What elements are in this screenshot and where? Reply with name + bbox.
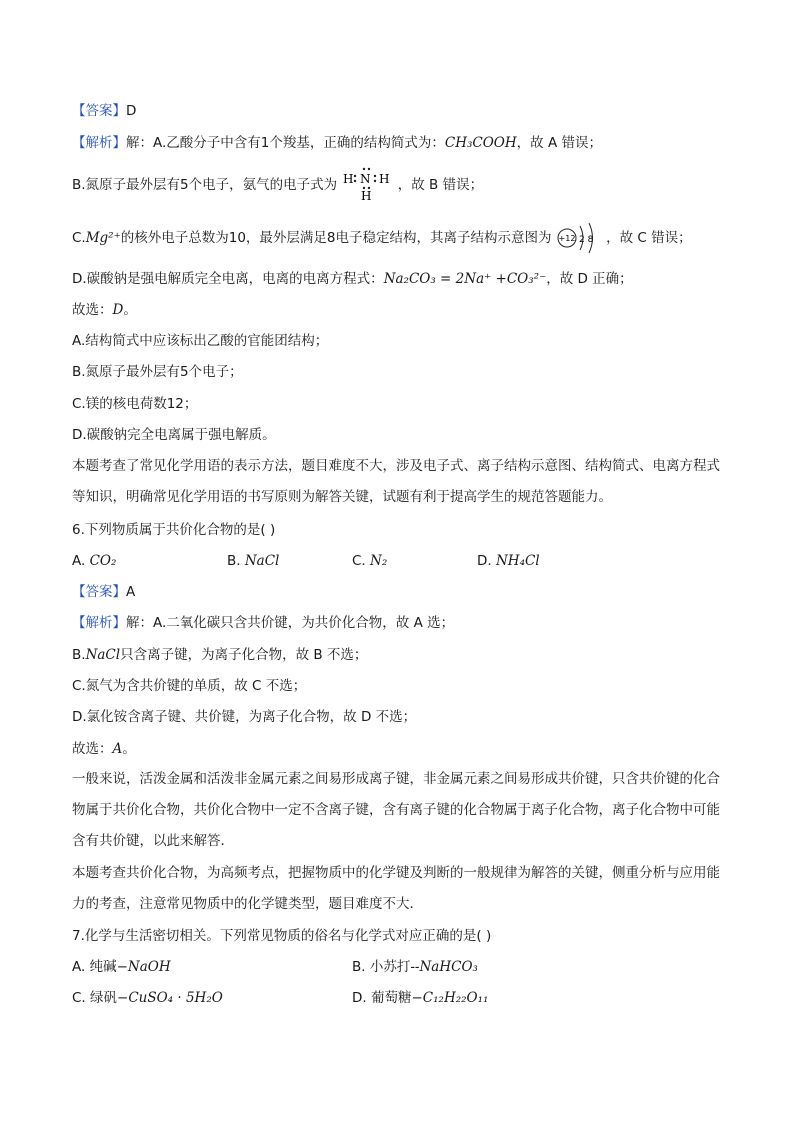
- analysis-6-line-c: C.氮气为含共价键的单质，故 C 不选；: [72, 678, 307, 694]
- analysis-text: D.碳酸钠是强电解质完全电离，电离的电离方程式：: [72, 271, 384, 287]
- formula: NaCl: [85, 647, 121, 663]
- summary-paragraph-5: 本题考查了常见化学用语的表示方法，题目难度不大，涉及电子式、离子结构示意图、结构简式、电离方程式等知识，明确常见化学用语的书写原则为解答关键，试题有利于提高学生的规范答题能力。: [72, 458, 720, 505]
- option-b: B. NaCl: [227, 553, 280, 569]
- formula: --NaHCO₃: [410, 959, 478, 975]
- option-b: B. 小苏打--NaHCO₃: [352, 959, 478, 975]
- formula: NaCl: [244, 553, 280, 569]
- answer-value: D: [126, 103, 137, 119]
- analysis-text: ，故 C 错误；: [606, 230, 692, 246]
- summary-paragraph-6: 本题考查共价化合物，为高频考点，把握物质中的化学键及判断的一般规律为解答的关键，侧重分析与应用能力的考查，注意常见物质中的化学键类型，题目难度不大．: [72, 865, 720, 912]
- analysis-6-line-a: [72, 613, 454, 633]
- choose-value: D: [112, 302, 124, 318]
- analysis-text: 只含离子键，为离子化合物，故 B 不选；: [120, 647, 368, 663]
- choose-value: A: [112, 741, 123, 757]
- analysis-line-c: [72, 221, 692, 255]
- analysis-6-line-d: D.氯化铵含离子键、共价键，为离子化合物，故 D 不选；: [72, 709, 417, 725]
- analysis-text: ，故 A 错误；: [516, 135, 602, 151]
- mg-ion-structure-diagram: [556, 221, 602, 255]
- choose-text: 故选：: [72, 302, 113, 318]
- question-7-options-row-2: [72, 988, 722, 1008]
- formula: −C₁₂H₂₂O₁₁: [411, 990, 489, 1006]
- formula: −NaOH: [116, 959, 171, 975]
- analysis-6-line-b: [72, 645, 367, 665]
- option-a: A. 纯碱−NaOH: [72, 959, 171, 975]
- answer-value: A: [126, 584, 136, 600]
- formula: CO₂: [89, 553, 117, 569]
- formula: Mg²⁺: [85, 230, 121, 246]
- analysis-line-a: [72, 133, 602, 153]
- analysis-text: ，故 D 正确；: [546, 271, 633, 287]
- answer-line-6: [72, 582, 135, 602]
- choose-text: 故选：: [72, 741, 113, 757]
- choose-line-6: [72, 739, 136, 759]
- note-line-4: D.碳酸钠完全电离属于强电解质。: [72, 427, 276, 443]
- analysis-line-b: [72, 167, 483, 203]
- note-line-3: C.镁的核电荷数12；: [72, 396, 198, 412]
- analysis-text: B.: [72, 647, 86, 663]
- analysis-line-d: [72, 269, 633, 289]
- analysis-text: 的核外电子总数为10，最外层满足8电子稳定结构，其离子结构示意图为: [120, 230, 552, 246]
- question-6-stem: 6.下列物质属于共价化合物的是( ): [72, 522, 276, 538]
- choose-text: 。: [123, 302, 137, 318]
- question-7-options-row-1: [72, 957, 722, 977]
- question-7-stem: 7.化学与生活密切相关。下列常见物质的俗名与化学式对应正确的是( ): [72, 928, 492, 944]
- analysis-text: C.: [72, 230, 86, 246]
- formula: CH₃COOH: [444, 135, 517, 151]
- answer-tag: 【答案】: [72, 103, 126, 119]
- choose-line-5: [72, 300, 137, 320]
- answer-tag: 【答案】: [72, 584, 126, 600]
- explanation-paragraph-6: 一般来说，活泼金属和活泼非金属元素之间易形成离子键，非金属元素之间易形成共价键，只含共价键的化合物属于共价化合物，共价化合物中一定不含离子键，含有离子键的化合物属于离子化合物，离子化合物中可能含有共价键，以此来解答．: [72, 771, 720, 849]
- analysis-tag: 【解析】: [72, 135, 126, 151]
- analysis-text: 解：A.二氧化碳只含共价键，为共价化合物，故 A 选；: [126, 615, 455, 631]
- choose-text: 。: [122, 741, 136, 757]
- analysis-tag: 【解析】: [72, 615, 126, 631]
- option-d: D. 葡萄糖−C₁₂H₂₂O₁₁: [352, 990, 489, 1006]
- lewis-h-left: H: [343, 172, 354, 186]
- ion-nucleus: +12: [558, 234, 576, 243]
- option-c: C. N₂: [352, 553, 388, 569]
- analysis-text: B.氮原子最外层有5个电子，氨气的电子式为: [72, 177, 338, 193]
- option-a: A. CO₂: [72, 553, 117, 569]
- note-line-1: A.结构简式中应该标出乙酸的官能团结构；: [72, 333, 329, 349]
- ammonia-lewis-structure: [341, 167, 393, 203]
- ion-shells: 2 8: [578, 235, 594, 245]
- answer-line-5: [72, 101, 136, 121]
- formula: N₂: [370, 553, 388, 569]
- option-c: C. 绿矾−CuSO₄ · 5H₂O: [72, 990, 223, 1006]
- formula: −CuSO₄ · 5H₂O: [117, 990, 223, 1006]
- lewis-h-right: H: [379, 172, 390, 186]
- option-d: D. NH₄Cl: [477, 553, 540, 569]
- ionization-equation: Na₂CO₃ = 2Na⁺ +CO₃²⁻: [383, 271, 547, 287]
- question-6-options: [72, 551, 722, 571]
- lewis-h-bottom: H: [361, 189, 372, 203]
- note-line-2: B.氮原子最外层有5个电子；: [72, 364, 243, 380]
- analysis-text: 解：A.乙酸分子中含有1个羧基，正确的结构简式为：: [126, 135, 445, 151]
- formula: NH₄Cl: [495, 553, 540, 569]
- lewis-n: N: [360, 172, 371, 186]
- analysis-text: ，故 B 错误；: [397, 177, 484, 193]
